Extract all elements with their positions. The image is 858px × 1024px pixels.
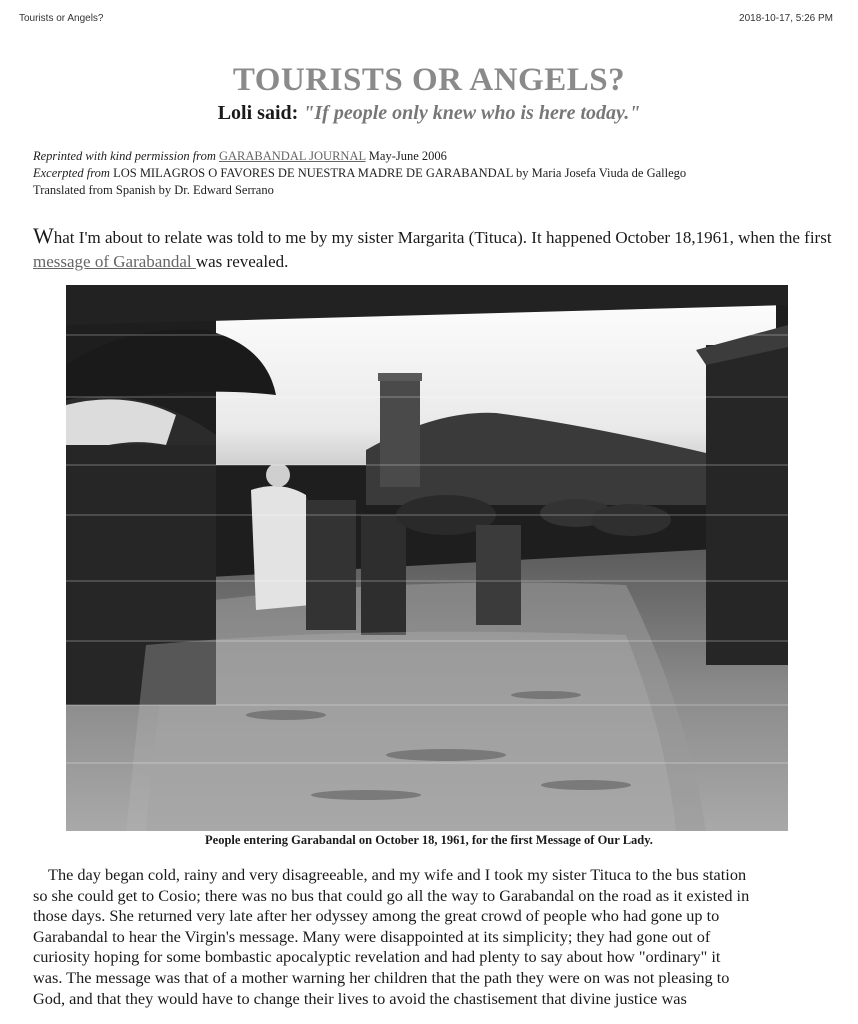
journal-issue: May-June 2006 — [368, 149, 447, 163]
intro-text: hat I'm about to relate was told to me by my sister Margarita (Tituca). It happened October 18,1961, when the first — [53, 228, 832, 247]
body-line: was. The message was that of a mother warning her children that the path they were on was not pleasing to — [33, 967, 730, 987]
body-line: those days. She returned very late after her odyssey among the great crowd of people who had gone up to — [33, 906, 720, 926]
subtitle-lead: Loli said: — [217, 102, 299, 124]
body-line: God, and that they would have to change their lives to avoid the chastisement that divine justice was — [33, 988, 687, 1008]
intro-dropcap: W — [33, 223, 54, 248]
body-line: Garabandal to hear the Virgin's message. Many were disappointed at its simplicity; they had gone out of — [33, 926, 711, 946]
photo-caption: People entering Garabandal on October 18, 1961, for the first Message of Our Lady. — [205, 833, 653, 847]
message-of-garabandal-link[interactable]: message of Garabandal — [33, 252, 196, 271]
body-line: so she could get to Cosio; there was no bus that could go all the way to Garabandal on the road as it existed in — [33, 885, 750, 905]
body-paragraph — [33, 865, 833, 1009]
translation-line: Translated from Spanish by Dr. Edward Serrano — [33, 183, 274, 197]
page-subtitle — [0, 102, 858, 125]
reprint-prefix: Reprinted with kind permission from — [33, 149, 216, 163]
photo-illustration — [66, 285, 788, 831]
intro-paragraph — [33, 224, 833, 274]
print-timestamp: 2018-10-17, 5:26 PM — [739, 13, 833, 24]
garabandal-photo — [66, 285, 788, 831]
book-title: LOS MILAGROS O FAVORES DE NUESTRA MADRE DE GARABANDAL by Maria Josefa Viuda de Gallego — [113, 166, 687, 180]
body-line: curiosity hoping for some bombastic apocalyptic revelation and had plenty to say about how "ordinary" it — [33, 947, 721, 967]
reprint-line — [33, 148, 686, 165]
page-title: TOURISTS OR ANGELS? — [232, 62, 626, 98]
intro-text-end: was revealed. — [195, 252, 289, 271]
journal-link[interactable]: GARABANDAL JOURNAL — [219, 149, 366, 163]
excerpt-line — [33, 165, 686, 182]
excerpt-prefix: Excerpted from — [33, 166, 110, 180]
browser-page-title: Tourists or Angels? — [19, 13, 104, 24]
body-line: The day began cold, rainy and very disagreeable, and my wife and I took my sister Tituca to the bus station — [48, 865, 747, 884]
credits-block — [33, 148, 686, 199]
subtitle-quote: "If people only knew who is here today." — [303, 102, 641, 124]
